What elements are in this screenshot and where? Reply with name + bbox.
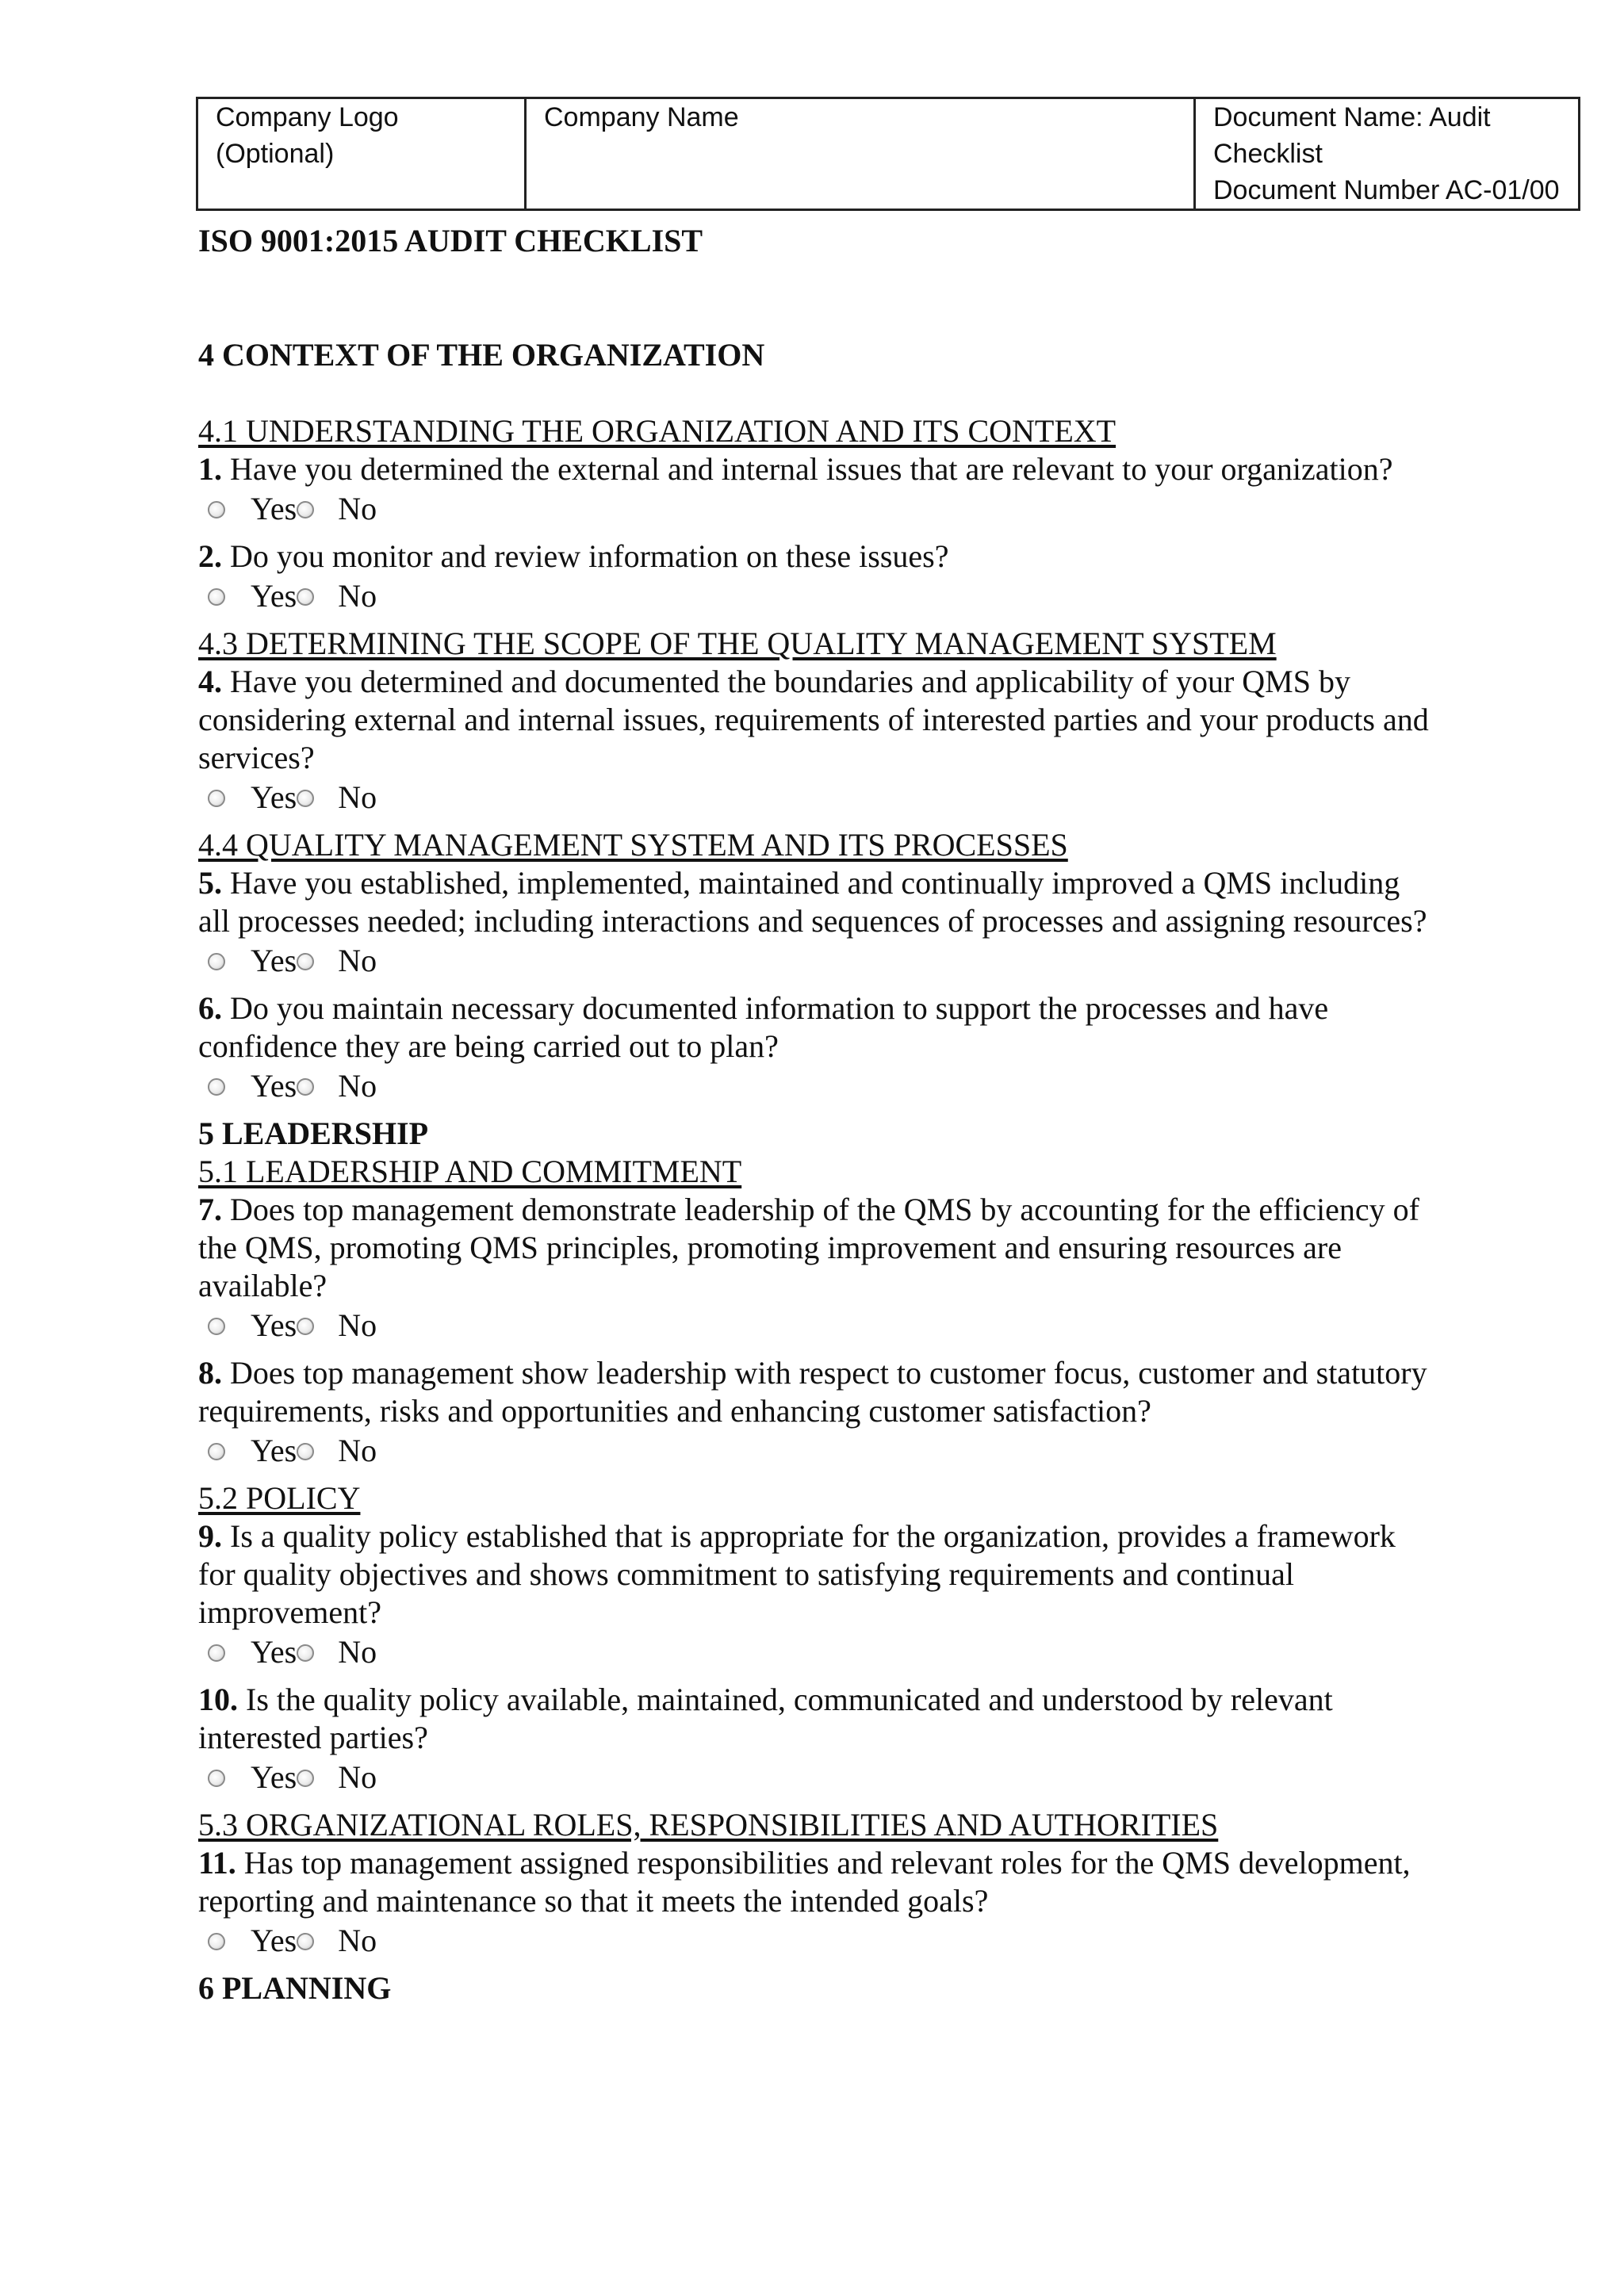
document-name: Document Name: Audit Checklist (1213, 102, 1491, 169)
yes-label: Yes (251, 1923, 297, 1958)
answer-group-q5 (198, 940, 1435, 982)
question-4 (198, 663, 1435, 777)
radio-yes-q6[interactable] (208, 1078, 225, 1096)
question-9 (198, 1517, 1435, 1632)
no-label: No (338, 1759, 377, 1795)
no-label: No (338, 1433, 377, 1468)
radio-no-q1[interactable] (297, 501, 314, 519)
question-text: Does top management demonstrate leadership of the QMS by accounting for the efficiency of the QMS, promoting QMS principles, promoting improvement and ensuring resources are available? (198, 1192, 1419, 1303)
question-number: 6. (198, 990, 222, 1026)
radio-no-q8[interactable] (297, 1443, 314, 1460)
radio-no-q2[interactable] (297, 588, 314, 606)
radio-yes-q2[interactable] (208, 588, 225, 606)
section-heading-4: 4 CONTEXT OF THE ORGANIZATION (198, 337, 765, 373)
yes-label: Yes (251, 1433, 297, 1468)
yes-label: Yes (251, 1068, 297, 1104)
yes-label: Yes (251, 578, 297, 614)
radio-no-q11[interactable] (297, 1933, 314, 1950)
radio-yes-q11[interactable] (208, 1933, 225, 1950)
question-text: Have you determined and documented the boundaries and applicability of your QMS by considering external and internal issues, requirements of interested parties and your products and services? (198, 664, 1429, 775)
radio-no-q10[interactable] (297, 1770, 314, 1787)
question-2 (198, 538, 1435, 576)
question-8 (198, 1354, 1435, 1430)
document-number: Document Number AC-01/00 (1213, 175, 1560, 205)
question-number: 8. (198, 1355, 222, 1391)
radio-yes-q10[interactable] (208, 1770, 225, 1787)
radio-yes-q8[interactable] (208, 1443, 225, 1460)
yes-label: Yes (251, 491, 297, 526)
question-number: 4. (198, 664, 222, 699)
subsection-4-4: 4.4 QUALITY MANAGEMENT SYSTEM AND ITS PROCESSES (198, 827, 1068, 863)
yes-label: Yes (251, 1307, 297, 1343)
no-label: No (338, 779, 377, 815)
document-header-table (196, 97, 1580, 211)
radio-yes-q7[interactable] (208, 1318, 225, 1335)
answer-group-q6 (198, 1066, 1435, 1107)
question-5 (198, 864, 1435, 940)
answer-group-q7 (198, 1305, 1435, 1346)
yes-label: Yes (251, 779, 297, 815)
radio-no-q5[interactable] (297, 953, 314, 970)
subsection-4-1: 4.1 UNDERSTANDING THE ORGANIZATION AND ITS CONTEXT (198, 413, 1116, 449)
question-text: Is the quality policy available, maintained, communicated and understood by relevant interested parties? (198, 1682, 1333, 1755)
question-number: 5. (198, 865, 222, 901)
radio-yes-q9[interactable] (208, 1644, 225, 1662)
question-text: Have you determined the external and internal issues that are relevant to your organization? (222, 451, 1393, 487)
radio-yes-q5[interactable] (208, 953, 225, 970)
radio-no-q9[interactable] (297, 1644, 314, 1662)
section-heading-5: 5 LEADERSHIP (198, 1115, 429, 1151)
radio-yes-q4[interactable] (208, 790, 225, 807)
question-1 (198, 450, 1435, 488)
radio-no-q7[interactable] (297, 1318, 314, 1335)
no-label: No (338, 1634, 377, 1670)
question-text: Do you monitor and review information on these issues? (222, 538, 949, 574)
question-text: Does top management show leadership with respect to customer focus, customer and statutory requirements, risks and opportunities and enhancing customer satisfaction? (198, 1355, 1427, 1429)
radio-no-q4[interactable] (297, 790, 314, 807)
checklist-body (198, 222, 1435, 2007)
no-label: No (338, 578, 377, 614)
yes-label: Yes (251, 943, 297, 978)
subsection-5-2: 5.2 POLICY (198, 1480, 361, 1516)
no-label: No (338, 1923, 377, 1958)
question-number: 2. (198, 538, 222, 574)
radio-no-q6[interactable] (297, 1078, 314, 1096)
answer-group-q10 (198, 1757, 1435, 1798)
question-7 (198, 1191, 1435, 1305)
question-number: 1. (198, 451, 222, 487)
question-6 (198, 989, 1435, 1066)
document-info-cell (1195, 98, 1580, 210)
logo-placeholder-line1: Company Logo (216, 102, 399, 132)
no-label: No (338, 1068, 377, 1104)
question-text: Has top management assigned responsibilities and relevant roles for the QMS development, reporting and maintenance so that it meets the intended goals? (198, 1845, 1411, 1919)
answer-group-q2 (198, 576, 1435, 617)
radio-yes-q1[interactable] (208, 501, 225, 519)
question-number: 11. (198, 1845, 236, 1881)
question-11 (198, 1844, 1435, 1920)
question-text: Have you established, implemented, maintained and continually improved a QMS including all processes needed; including interactions and sequences of processes and assigning resources? (198, 865, 1427, 939)
no-label: No (338, 1307, 377, 1343)
answer-group-q8 (198, 1430, 1435, 1471)
company-logo-cell (197, 98, 526, 210)
company-name-cell (526, 98, 1195, 210)
subsection-5-1: 5.1 LEADERSHIP AND COMMITMENT (198, 1154, 742, 1189)
page-title: ISO 9001:2015 AUDIT CHECKLIST (198, 223, 703, 258)
question-number: 9. (198, 1518, 222, 1554)
company-name: Company Name (544, 102, 739, 132)
yes-label: Yes (251, 1634, 297, 1670)
question-10 (198, 1681, 1435, 1757)
subsection-5-3: 5.3 ORGANIZATIONAL ROLES, RESPONSIBILITIES AND AUTHORITIES (198, 1807, 1219, 1843)
answer-group-q1 (198, 488, 1435, 530)
question-text: Do you maintain necessary documented information to support the processes and have confidence they are being carried out to plan? (198, 990, 1329, 1064)
logo-placeholder-line2: (Optional) (216, 139, 335, 169)
section-heading-6: 6 PLANNING (198, 1970, 392, 2006)
subsection-4-3: 4.3 DETERMINING THE SCOPE OF THE QUALITY MANAGEMENT SYSTEM (198, 626, 1277, 661)
no-label: No (338, 943, 377, 978)
question-number: 7. (198, 1192, 222, 1227)
question-number: 10. (198, 1682, 238, 1717)
yes-label: Yes (251, 1759, 297, 1795)
question-text: Is a quality policy established that is appropriate for the organization, provides a framework for quality objectives and shows commitment to satisfying requirements and continual improvement? (198, 1518, 1396, 1630)
answer-group-q11 (198, 1920, 1435, 1961)
answer-group-q4 (198, 777, 1435, 818)
answer-group-q9 (198, 1632, 1435, 1673)
no-label: No (338, 491, 377, 526)
